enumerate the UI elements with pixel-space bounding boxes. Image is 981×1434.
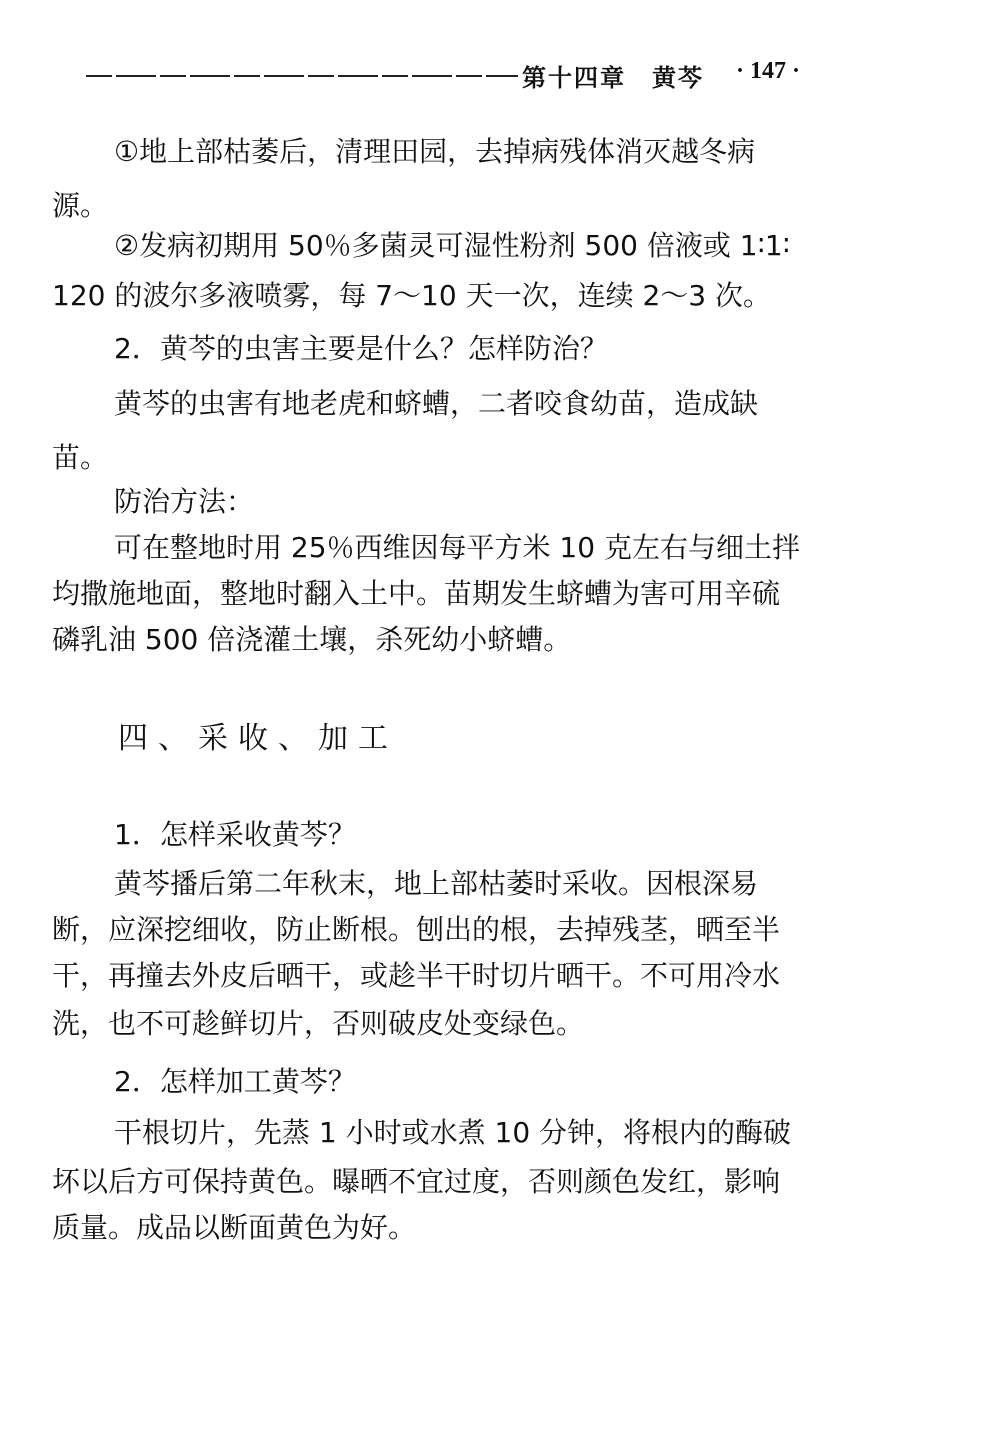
page-header xyxy=(86,58,846,94)
header-rule xyxy=(86,75,518,77)
paragraph-line: 苗。 xyxy=(52,441,109,474)
paragraph-line: 断，应深挖细收，防止断根。刨出的根，去掉残茎，晒至半 xyxy=(52,913,781,946)
page-number: · 147 · xyxy=(736,58,801,84)
paragraph-line: 黄芩播后第二年秋末，地上部枯萎时采收。因根深易 xyxy=(114,867,759,900)
question-heading: 1．怎样采收黄芩？ xyxy=(114,818,356,851)
question-heading: 2．黄芩的虫害主要是什么？怎样防治？ xyxy=(114,332,608,365)
paragraph-line: 干，再撞去外皮后晒干，或趁半干时切片晒干。不可用冷水 xyxy=(52,959,781,992)
paragraph-line: 坏以后方可保持黄色。曝晒不宜过度，否则颜色发红，影响 xyxy=(52,1165,781,1198)
paragraph-line: 可在整地时用 25％西维因每平方米 10 克左右与细土拌 xyxy=(114,531,800,564)
paragraph-line: ①地上部枯萎后，清理田园，去掉病残体消灭越冬病 xyxy=(114,135,756,168)
paragraph-line: 均撒施地面，整地时翻入土中。苗期发生蛴螬为害可用辛硫 xyxy=(52,577,781,610)
question-heading: 2．怎样加工黄芩？ xyxy=(114,1065,356,1098)
paragraph-line: ②发病初期用 50％多菌灵可湿性粉剂 500 倍液或 1∶1∶ xyxy=(114,229,790,262)
section-heading: 四、采收、加工 xyxy=(118,721,398,756)
chapter-title: 第十四章 黄芩 xyxy=(522,63,704,92)
paragraph-line: 黄芩的虫害有地老虎和蛴螬，二者咬食幼苗，造成缺 xyxy=(114,387,759,420)
paragraph-line: 120 的波尔多液喷雾，每 7～10 天一次，连续 2～3 次。 xyxy=(52,279,772,312)
paragraph-line: 源。 xyxy=(52,189,109,222)
paragraph-line: 防治方法： xyxy=(114,485,255,518)
paragraph-line: 质量。成品以断面黄色为好。 xyxy=(52,1211,417,1244)
paragraph-line: 磷乳油 500 倍浇灌土壤，杀死幼小蛴螬。 xyxy=(52,623,572,656)
paragraph-line: 洗，也不可趁鲜切片，否则破皮处变绿色。 xyxy=(52,1007,585,1040)
paragraph-line: 干根切片，先蒸 1 小时或水煮 10 分钟，将根内的酶破 xyxy=(114,1116,792,1149)
